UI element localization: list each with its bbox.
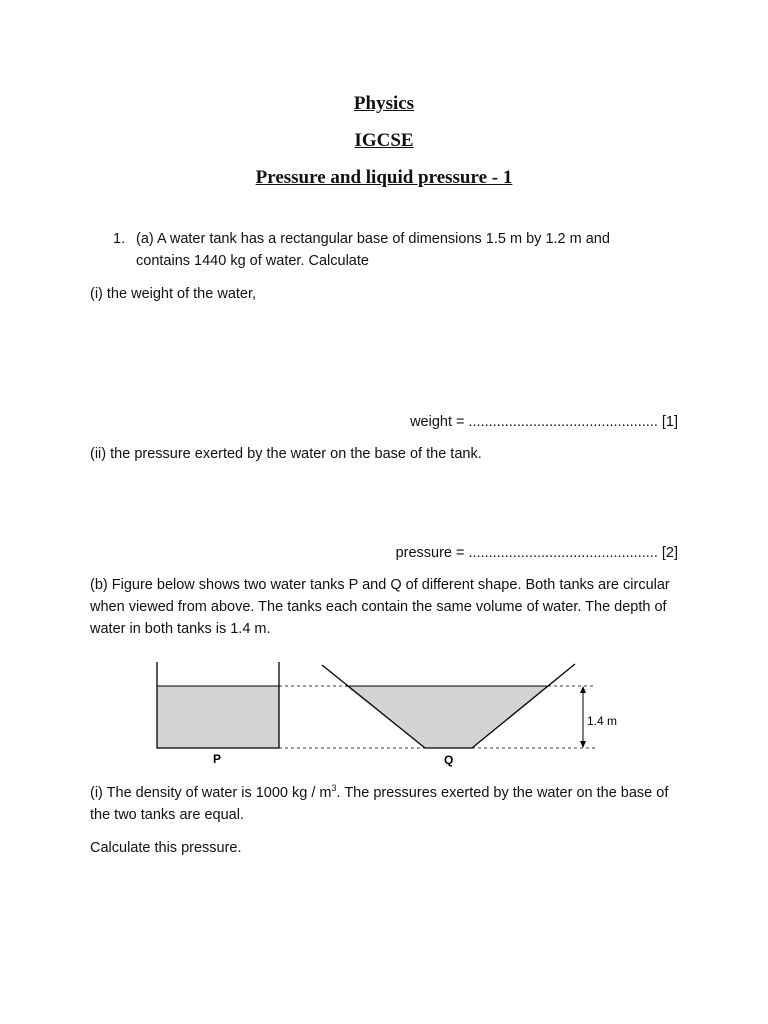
calculate-instruction: Calculate this pressure. (90, 840, 242, 856)
tank-p-water (157, 686, 279, 748)
question-1b-i-text-pre: (i) The density of water is 1000 kg / m (90, 785, 332, 801)
question-1a-text: (a) A water tank has a rectangular base of dimensions 1.5 m by 1.2 m and contains 1440 kg of water. Calculate (136, 231, 610, 269)
question-1b-i (90, 782, 680, 826)
depth-label: 1.4 m (587, 714, 618, 728)
question-1b-text: (b) Figure below shows two water tanks P and Q of different shape. Both tanks are circular when viewed from above. The tanks each contain the same volume of water. The depth of water in both tanks is 1.4 m. (90, 577, 670, 637)
subject-title: Physics (353, 93, 415, 114)
depth-arrow-head-top (580, 686, 586, 693)
pressure-answer-line: pressure = ............................................... [2] (395, 545, 678, 561)
question-1b-i-text-post: . The pressures exerted by the water on the base of the two tanks are equal. (90, 785, 669, 823)
tank-q-label: Q (444, 753, 454, 767)
tank-p-label: P (213, 752, 222, 766)
question-number: 1. (113, 231, 126, 247)
topic-title: Pressure and liquid pressure - 1 (255, 167, 513, 188)
depth-arrow-head-bottom (580, 741, 586, 748)
question-1a-i: (i) the weight of the water, (90, 286, 257, 302)
tank-q-water (345, 686, 548, 748)
level-title: IGCSE (354, 130, 414, 151)
question-1a-ii: (ii) the pressure exerted by the water on the base of the tank. (90, 446, 482, 462)
cube-superscript: 3 (331, 783, 337, 794)
tanks-figure (140, 655, 640, 770)
weight-answer-line: weight = ............................................... [1] (410, 414, 678, 430)
